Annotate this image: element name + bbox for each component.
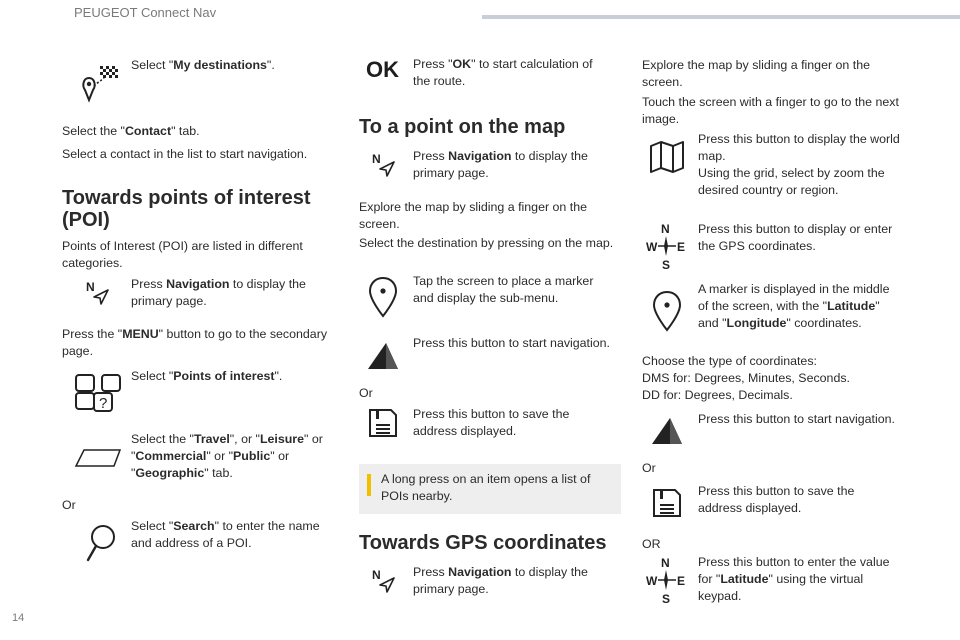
select-destination-text: Select the destination by pressing on the map. [359, 236, 614, 250]
touch-screen-text: Touch the screen with a finger to go to the next image. [642, 95, 899, 126]
press-start-navigation-text: Press this button to start navigation. [698, 412, 895, 426]
navigation-icon [369, 151, 399, 181]
map-marker-icon [652, 290, 682, 332]
navigation-icon [83, 279, 113, 309]
points-of-interest-icon [74, 371, 124, 413]
svg-text:N: N [372, 152, 381, 166]
explore-map-text: Explore the map by sliding a finger on the screen. [359, 200, 587, 231]
heading-poi: Towards points of interest (POI) [62, 187, 311, 231]
ok-icon: OK [366, 57, 399, 82]
select-contact-list-text: Select a contact in the list to start navigation. [62, 147, 308, 161]
note-marker-icon [367, 474, 371, 496]
page-number: 14 [12, 612, 25, 624]
coordinate-types-text: Choose the type of coordinates: DMS for: Degrees, Minutes, Seconds. DD for: Degrees, Decimals. [642, 354, 850, 402]
running-header: PEUGEOT Connect Nav [74, 5, 217, 20]
explore-map-text: Explore the map by sliding a finger on the screen. [642, 58, 870, 89]
poi-listed-text: Points of Interest (POI) are listed in different categories. [62, 239, 303, 270]
select-tabs-text: Select the "Travel", or "Leisure" or "Commercial" or "Public" or "Geographic" tab. [131, 432, 323, 480]
start-navigation-icon [650, 416, 684, 446]
heading-gps-coordinates: Towards GPS coordinates [359, 532, 607, 554]
svg-text:N: N [372, 568, 381, 582]
tab-icon [74, 447, 124, 469]
heading-point-on-map: To a point on the map [359, 116, 566, 138]
press-navigation-text: Press Navigation to display the primary page. [413, 149, 588, 180]
header-rule [482, 15, 960, 19]
start-navigation-icon [366, 341, 400, 371]
or-text: Or [62, 498, 76, 512]
world-map-icon [649, 140, 685, 174]
press-navigation-text: Press Navigation to display the primary page. [131, 277, 306, 308]
gps-coordinates-icon [645, 555, 687, 605]
press-menu-text: Press the "MENU" button to go to the secondary page. [62, 327, 328, 358]
svg-text:W: W [646, 574, 658, 588]
press-save-text: Press this button to save the address displayed. [413, 407, 570, 438]
marker-coordinates-text: A marker is displayed in the middle of the screen, with the "Latitude" and "Longitude" coordinates. [698, 282, 890, 330]
svg-text:S: S [662, 592, 671, 605]
note-box [359, 464, 621, 514]
select-poi-text: Select "Points of interest". [131, 369, 283, 383]
or-caps-text: OR [642, 537, 661, 551]
svg-text:E: E [677, 574, 686, 588]
note-text: A long press on an item opens a list of POIs nearby. [381, 472, 591, 503]
svg-text:S: S [662, 258, 671, 271]
svg-text:?: ? [99, 395, 108, 412]
save-icon [651, 487, 683, 519]
svg-text:N: N [86, 280, 95, 294]
tap-marker-text: Tap the screen to place a marker and display the sub-menu. [413, 274, 594, 305]
map-marker-icon [368, 276, 398, 318]
save-icon [367, 407, 399, 439]
press-navigation-text: Press Navigation to display the primary page. [413, 565, 588, 596]
gps-enter-text: Press this button to display or enter the GPS coordinates. [698, 222, 893, 253]
or-text: Or [359, 386, 373, 400]
svg-text:E: E [677, 240, 686, 254]
search-icon [84, 522, 118, 564]
svg-text:N: N [661, 556, 670, 570]
select-search-text: Select "Search" to enter the name and address of a POI. [131, 519, 320, 550]
gps-coordinates-icon [645, 221, 687, 271]
world-map-text: Press this button to display the world map. Using the grid, select by zoom the desired country or region. [698, 132, 900, 197]
my-destinations-icon [80, 64, 120, 104]
svg-text:W: W [646, 240, 658, 254]
press-ok-text: Press "OK" to start calculation of the route. [413, 57, 593, 88]
svg-text:N: N [661, 222, 670, 236]
press-save-text: Press this button to save the address displayed. [698, 484, 855, 515]
navigation-icon [369, 567, 399, 597]
enter-latitude-text: Press this button to enter the value for "Latitude" using the virtual keypad. [698, 555, 890, 603]
select-my-destinations-text: Select "My destinations". [131, 58, 275, 72]
press-start-navigation-text: Press this button to start navigation. [413, 336, 610, 350]
select-contact-tab-text: Select the "Contact" tab. [62, 124, 200, 138]
or-text: Or [642, 461, 656, 475]
